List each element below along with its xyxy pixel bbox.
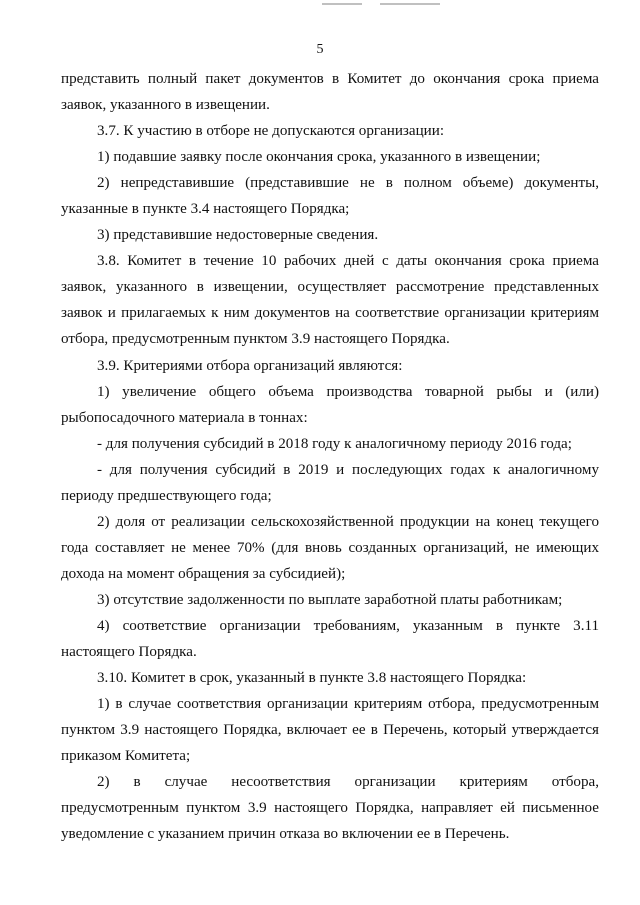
text-line: года составляет не менее 70% (для вновь созданных организаций, не имеющих xyxy=(61,539,599,556)
text-line: 2) доля от реализации сельскохозяйственной продукции на конец текущего xyxy=(97,513,599,530)
text-line: 3) отсутствие задолженности по выплате заработной платы работникам; xyxy=(97,591,563,608)
text-line: рыбопосадочного материала в тоннах: xyxy=(61,409,308,426)
text-line: представить полный пакет документов в Комитет до окончания срока приема xyxy=(61,71,599,87)
top-scan-marks xyxy=(300,0,460,10)
text-line: 3.10. Комитет в срок, указанный в пункте 3.8 настоящего Порядка: xyxy=(97,670,527,687)
text-line: отбора, предусмотренным пунктом 3.9 настоящего Порядка. xyxy=(61,331,450,348)
text-line: 3.7. К участию в отборе не допускаются организации: xyxy=(97,123,445,140)
text-line: заявок, указанного в извещении, осуществляет рассмотрение представленных xyxy=(61,279,599,296)
text-line: пунктом 3.9 настоящего Порядка, включает ее в Перечень, который утверждается xyxy=(61,722,599,739)
text-line: 4) соответствие организации требованиям, указанным в пункте 3.11 xyxy=(97,617,599,634)
page-number: 5 xyxy=(316,42,324,57)
text-line: периоду предшествующего года; xyxy=(61,487,272,504)
text-line: 1) подавшие заявку после окончания срока, указанного в извещении; xyxy=(97,149,541,166)
text-line: 1) увеличение общего объема производства товарной рыбы и (или) xyxy=(97,383,599,400)
text-line: заявок и прилагаемых к ним документов на соответствие организации критериям xyxy=(61,305,599,322)
text-line: указанные в пункте 3.4 настоящего Порядка; xyxy=(61,201,350,218)
text-line: 3.9. Критериями отбора организаций являются: xyxy=(97,357,403,374)
text-line: уведомление с указанием причин отказа во включении ее в Перечень. xyxy=(61,826,510,843)
text-line: 1) в случае соответствия организации критериям отбора, предусмотренным xyxy=(97,696,599,713)
text-line: дохода на момент обращения за субсидией); xyxy=(61,565,346,582)
text-line: - для получения субсидий в 2019 и последующих годах к аналогичному xyxy=(97,461,599,478)
text-line: приказом Комитета; xyxy=(61,748,191,765)
text-line: 3) представившие недостоверные сведения. xyxy=(97,227,379,244)
text-line: настоящего Порядка. xyxy=(61,644,197,661)
text-line: заявок, указанного в извещении. xyxy=(61,97,270,114)
text-line: 2) непредставившие (представившие не в полном объеме) документы, xyxy=(97,175,599,192)
text-line: 3.8. Комитет в течение 10 рабочих дней с даты окончания срока приема xyxy=(97,253,599,270)
text-line: 2) в случае несоответствия организации критериям отбора, xyxy=(97,774,599,791)
document-body xyxy=(61,66,599,847)
text-line: - для получения субсидий в 2018 году к аналогичному периоду 2016 года; xyxy=(97,435,572,452)
text-line: предусмотренным пунктом 3.9 настоящего Порядка, направляет ей письменное xyxy=(61,800,599,817)
